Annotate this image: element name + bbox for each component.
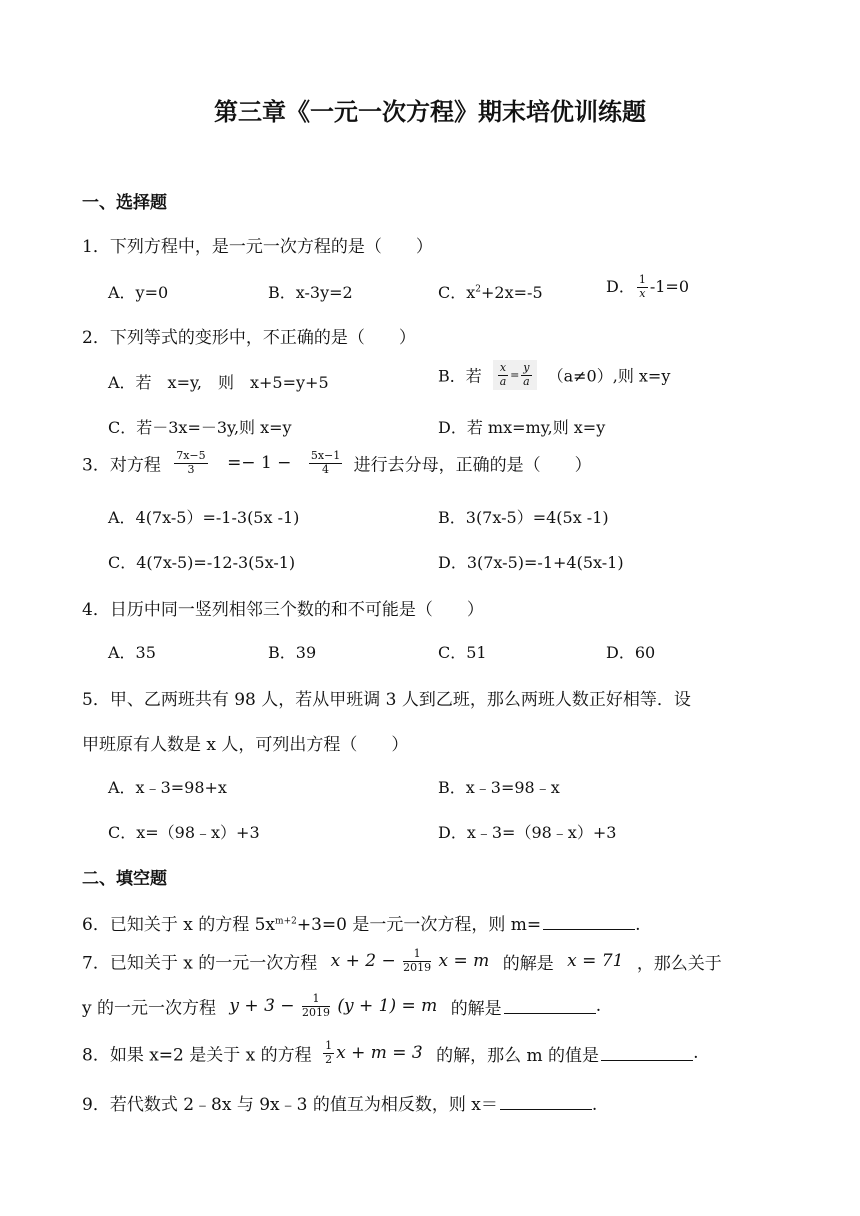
q3-option-a: A．4(7x-5）=-1-3(5x -1) — [108, 508, 300, 527]
page-title: 第三章《一元一次方程》期末培优训练题 — [214, 98, 646, 126]
q4-option-c: C．51 — [438, 643, 487, 662]
section-heading-fill: 二、填空题 — [82, 869, 167, 889]
q3-option-c: C．4(7x-5)=-12-3(5x-1) — [108, 553, 296, 572]
answer-blank[interactable] — [543, 915, 635, 930]
q4-option-b: B．39 — [268, 643, 317, 662]
q5-option-c: C．x=（98﹣x）+3 — [108, 823, 260, 842]
q1-option-b: B．x-3y=2 — [268, 283, 353, 302]
question-7-line-2: y 的一元一次方程 y + 3 − $\frac{1}{2019}$ (y + 1) = m 的解是 . — [82, 992, 602, 1019]
question-5-line-1: 5．甲、乙两班共有 98 人，若从甲班调 3 人到乙班，那么两班人数正好相等．设 — [82, 690, 691, 710]
answer-blank[interactable] — [504, 999, 596, 1014]
q2-option-d: D．若 mx=my,则 x=y — [438, 418, 606, 437]
q2-option-a: A．若 x=y, 则 x+5=y+5 — [108, 373, 329, 392]
question-9: 9．若代数式 2﹣8x 与 9x﹣3 的值互为相反数，则 x＝ . — [82, 1095, 598, 1115]
answer-blank[interactable] — [500, 1095, 592, 1110]
q5-option-b: B．x﹣3=98﹣x — [438, 778, 560, 797]
q3-option-b: B．3(7x-5）=4(5x -1) — [438, 508, 609, 527]
q1-option-d: D． $\frac{1}{x}$ -1=0 — [606, 273, 690, 300]
question-2: 2．下列等式的变形中，不正确的是（ ） — [82, 328, 416, 348]
q1-option-a: A．y=0 — [108, 283, 169, 302]
question-5-line-2: 甲班原有人数是 x 人，可列出方程（ ） — [82, 735, 409, 755]
answer-blank[interactable] — [601, 1046, 693, 1061]
q2-option-c: C．若－3x=－3y,则 x=y — [108, 418, 292, 437]
question-7-line-1: 7．已知关于 x 的一元一次方程 x + 2 − $\frac{1}{2019}$ x = m 的解是 x = 71 ，那么关于 — [82, 947, 722, 974]
question-6: 6．已知关于 x 的方程 $5x^{m+2}+3=0$ 是一元一次方程，则 m= . — [82, 915, 641, 935]
q2-option-b: B．若 $\frac{x}{a}$ = $\frac{y}{a}$ （a≠0）,则 x=y — [438, 360, 670, 390]
section-heading-choice: 一、选择题 — [82, 193, 167, 213]
q1-option-c: C．$x^2+2x=-5$ — [438, 283, 543, 302]
q3-option-d: D．3(7x-5)=-1+4(5x-1) — [438, 553, 624, 572]
question-3: 3．对方程 $\frac{7x-5}{3}$ =− 1 − $\frac{5x-1}{4}$ 进行去分母，正确的是（ ） — [82, 449, 592, 476]
q5-option-d: D．x﹣3=（98﹣x）+3 — [438, 823, 617, 842]
q5-option-a: A．x﹣3=98+x — [108, 778, 227, 797]
question-4: 4．日历中同一竖列相邻三个数的和不可能是（ ） — [82, 600, 484, 620]
q4-option-d: D．60 — [606, 643, 656, 662]
q4-option-a: A．35 — [108, 643, 156, 662]
question-1: 1．下列方程中，是一元一次方程的是（ ） — [82, 237, 433, 257]
question-8: 8．如果 x=2 是关于 x 的方程 $\frac{1}{2}$ x + m = 3 的解，那么 m 的值是 . — [82, 1039, 699, 1066]
